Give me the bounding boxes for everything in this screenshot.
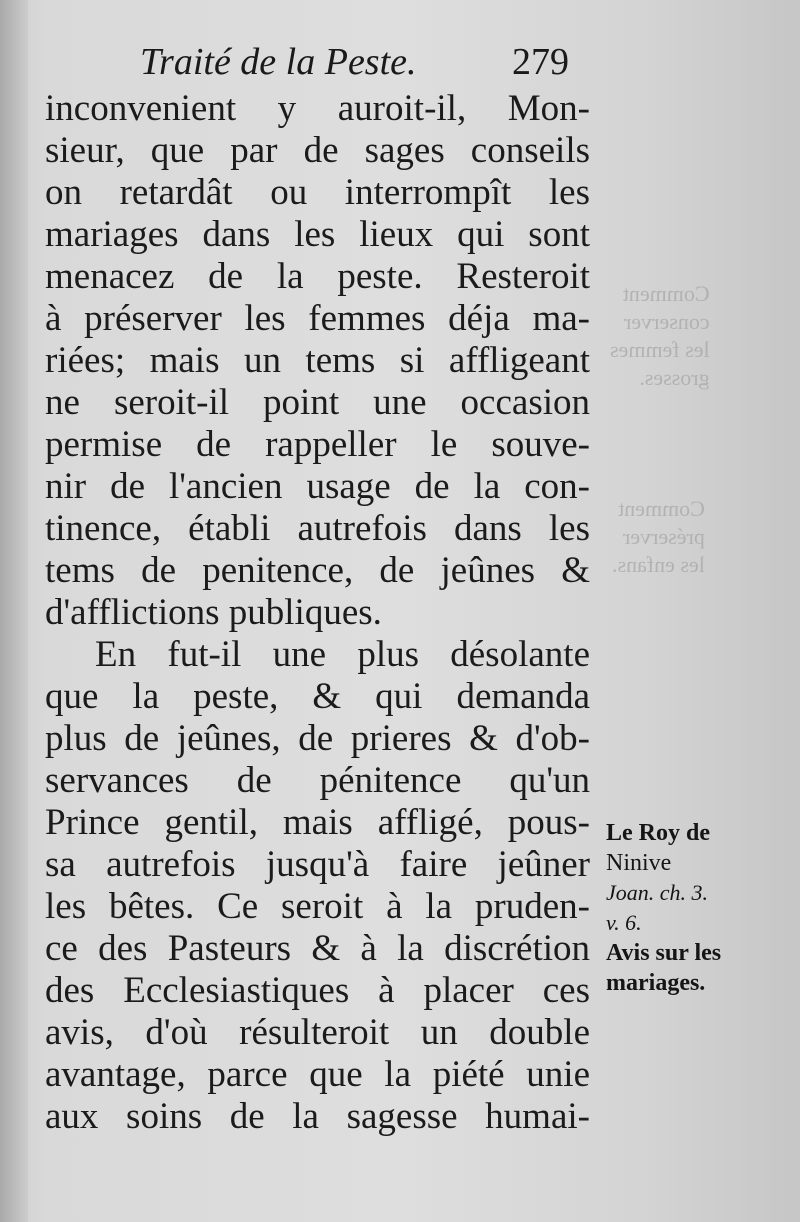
text-line: inconvenient y auroit-il, Mon- — [45, 88, 590, 129]
margin-note-reference: Joan. ch. 3. — [606, 880, 709, 905]
text-line: nir de l'ancien usage de la con- — [45, 466, 590, 507]
text-line: à préserver les femmes déja ma- — [45, 298, 590, 339]
margin-note-reference: v. 6. — [606, 910, 642, 935]
text-line: tems de penitence, de jeûnes & — [45, 550, 590, 591]
text-line: les bêtes. Ce seroit à la pruden- — [45, 886, 590, 927]
text-line: Prince gentil, mais affligé, pous- — [45, 802, 590, 843]
margin-note-line: Avis sur les — [606, 940, 722, 966]
page-gutter — [0, 0, 28, 1222]
body-text — [45, 88, 590, 1138]
text-line: sieur, que par de sages conseils — [45, 130, 590, 171]
text-line: avantage, parce que la piété unie — [45, 1054, 590, 1095]
margin-notes — [606, 818, 796, 998]
text-line: permise de rappeller le souve- — [45, 424, 590, 465]
text-line: ne seroit-il point une occasion — [45, 382, 590, 423]
bleed-through-note-2 — [612, 495, 705, 579]
bleed-line: Comment — [618, 496, 705, 521]
page-number: 279 — [512, 41, 569, 83]
text-line: mariages dans les lieux qui sont — [45, 214, 590, 255]
text-line: servances de pénitence qu'un — [45, 760, 590, 801]
text-line: que la peste, & qui demanda — [45, 676, 590, 717]
text-line: on retardât ou interrompît les — [45, 172, 590, 213]
text-line: tinence, établi autrefois dans les — [45, 508, 590, 549]
bleed-line: Comment — [622, 281, 710, 306]
running-title: Traité de la Peste. — [140, 41, 417, 83]
text-line: sa autrefois jusqu'à faire jeûner — [45, 844, 590, 885]
text-line: des Ecclesiastiques à placer ces — [45, 970, 590, 1011]
text-line: avis, d'où résulteroit un double — [45, 1012, 590, 1053]
bleed-line: préserver — [623, 524, 705, 549]
text-line: riées; mais un tems si affligeant — [45, 340, 590, 381]
text-line: ce des Pasteurs & à la discrétion — [45, 928, 590, 969]
margin-note-line: mariages. — [606, 970, 706, 996]
running-head — [140, 40, 590, 90]
text-line: plus de jeûnes, de prieres & d'ob- — [45, 718, 590, 759]
text-line: En fut-il une plus désolante — [95, 634, 590, 675]
margin-note-line: Le Roy de — [606, 820, 710, 846]
bleed-line: les femmes — [610, 337, 710, 362]
text-line: menacez de la peste. Resteroit — [45, 256, 590, 297]
text-line: d'afflictions publiques. — [45, 592, 382, 633]
bleed-line: les enfans. — [612, 552, 705, 577]
bleed-through-note-1 — [610, 280, 710, 392]
bleed-line: grosses. — [639, 365, 710, 390]
bleed-line: conserver — [624, 309, 710, 334]
margin-note-line: Ninive — [606, 850, 672, 876]
text-line: aux soins de la sagesse humai- — [45, 1096, 590, 1137]
